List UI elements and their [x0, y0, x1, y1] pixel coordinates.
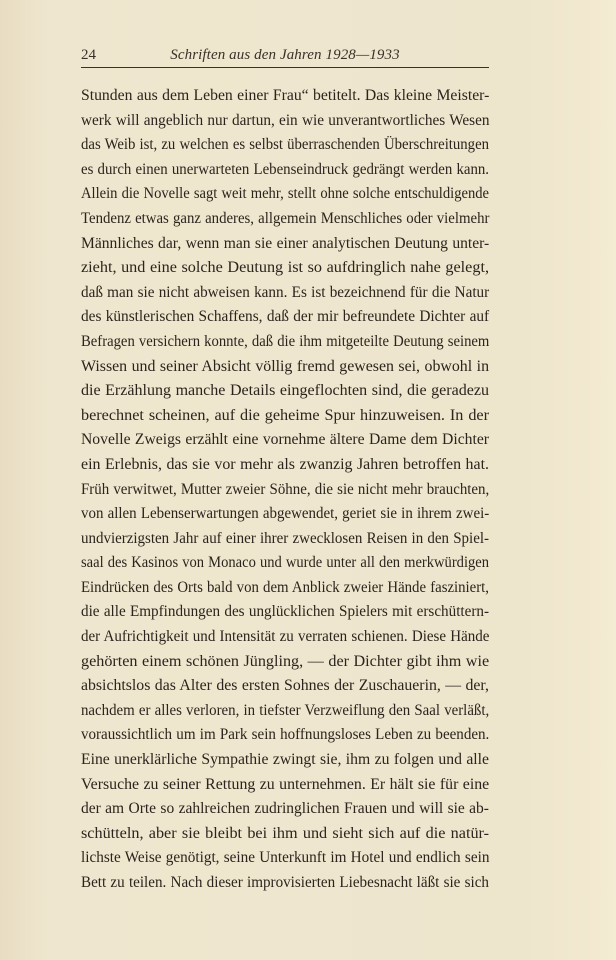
page-number: 24 — [81, 47, 96, 63]
text-line: daß man sie nicht abweisen kann. Es ist bezeichnend für die Natur — [81, 282, 490, 301]
text-line: Eine unerklärliche Sympathie zwingt sie, ihm zu folgen und alle — [81, 750, 489, 769]
text-line: Novelle Zweigs erzählt eine vornehme ältere Dame dem Dichter — [81, 430, 489, 449]
text-line: die alle Empfindungen des unglücklichen Spielers mit erschüttern- — [81, 602, 490, 621]
text-line: der Aufrichtigkeit und Intensität zu verraten schienen. Diese Hände — [81, 627, 490, 646]
text-line: es durch einen unerwarteten Lebenseindruck gedrängt werden kann. — [81, 159, 490, 178]
text-line: Tendenz etwas ganz anderes, allgemein Menschliches oder vielmehr — [81, 208, 490, 227]
text-line: Allein die Novelle sagt weit mehr, stellt ohne solche entschuldigende — [81, 184, 490, 203]
text-line: der am Orte so zahlreichen zudringlichen Frauen und will sie ab- — [81, 799, 489, 818]
text-line: saal des Kasinos von Monaco und wurde unter all den merkwürdigen — [81, 553, 490, 572]
text-line: ein Erlebnis, das sie vor mehr als zwanzig Jahren betroffen hat. — [81, 454, 489, 473]
running-title: Schriften aus den Jahren 1928—1933 — [170, 47, 400, 63]
text-line: schütteln, aber sie bleibt bei ihm und sieht sich auf die natür- — [81, 823, 489, 842]
text-line: Früh verwitwet, Mutter zweier Söhne, die sie nicht mehr brauchten, — [81, 479, 490, 498]
running-head — [81, 47, 489, 68]
text-line: Männliches dar, wenn man sie einer analytischen Deutung unter- — [81, 233, 490, 252]
text-line: voraussichtlich um im Park sein hoffnungsloses Leben zu beenden. — [81, 725, 490, 744]
text-line: gehörten einem schönen Jüngling, — der Dichter gibt ihm wie — [81, 651, 490, 670]
text-line: werk will angeblich nur dartun, ein wie unverantwortliches Wesen — [81, 110, 490, 129]
text-line: lichste Weise genötigt, seine Unterkunft im Hotel und endlich sein — [81, 848, 490, 867]
text-line: nachdem er alles verloren, in tiefster Verzweiflung den Saal verläßt, — [81, 700, 490, 719]
text-line: zieht, und eine solche Deutung ist so aufdringlich nahe gelegt, — [81, 258, 489, 277]
body-text — [81, 83, 489, 895]
text-line: Bett zu teilen. Nach dieser improvisierten Liebesnacht läßt sie sich — [81, 873, 489, 891]
text-line: Versuche zu seiner Rettung zu unternehmen. Er hält sie für eine — [81, 774, 490, 793]
text-line: Befragen versichern konnte, daß die ihm mitgeteilte Deutung seinem — [81, 331, 490, 350]
text-line: Eindrücken des Orts bald von dem Anblick zweier Hände fasziniert, — [81, 577, 490, 596]
text-line: undvierzigsten Jahr auf einer ihrer zwecklosen Reisen in den Spiel- — [81, 528, 490, 547]
text-line: absichtslos das Alter des ersten Sohnes der Zuschauerin, — der, — [81, 676, 490, 695]
text-line: des künstlerischen Schaffens, daß der mir befreundete Dichter auf — [81, 307, 490, 326]
text-line: die Erzählung manche Details eingeflochten sind, die geradezu — [81, 381, 490, 400]
text-line: Wissen und seiner Absicht völlig fremd gewesen sei, obwohl in — [81, 356, 490, 375]
text-line: das Weib ist, zu welchen es selbst überraschenden Überschreitungen — [81, 135, 490, 154]
text-line: von allen Lebenserwartungen abgewendet, geriet sie in ihrem zwei- — [81, 504, 490, 523]
text-line: Stunden aus dem Leben einer Frau“ betitelt. Das kleine Meister- — [81, 86, 490, 104]
text-line: berechnet scheinen, auf die geheime Spur hinzuweisen. In der — [81, 405, 489, 424]
